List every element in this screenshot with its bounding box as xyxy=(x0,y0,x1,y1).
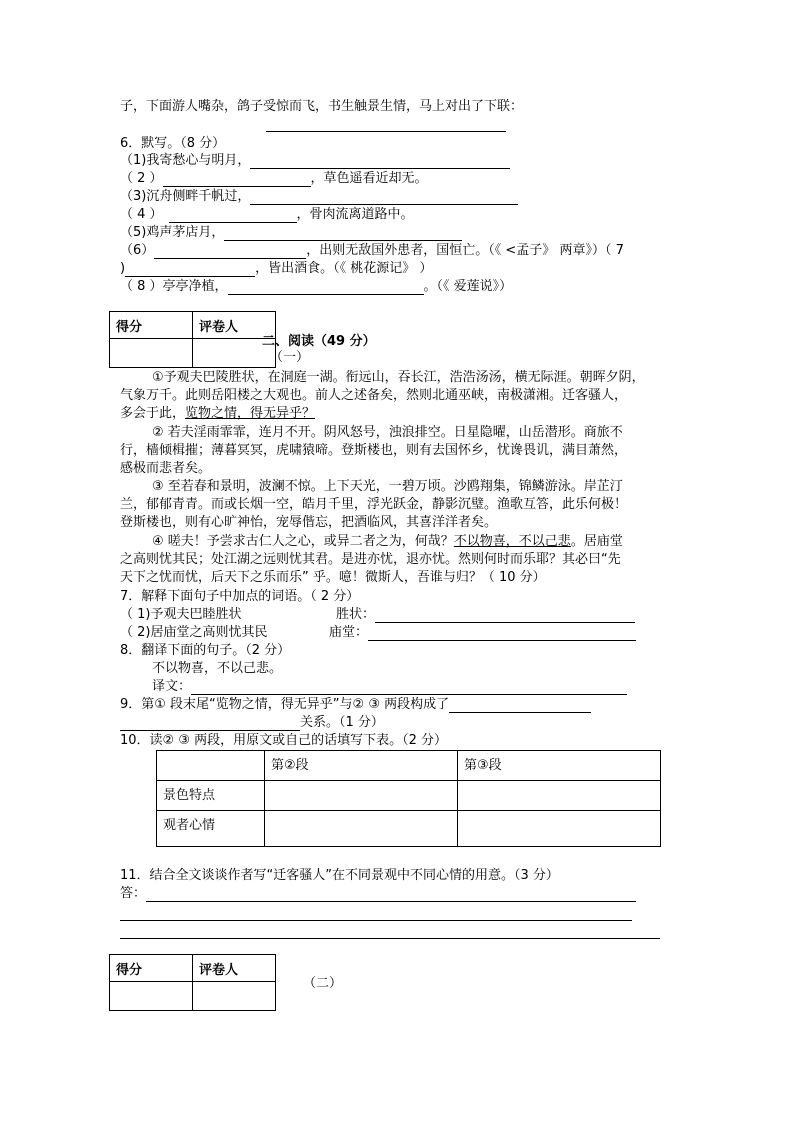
q6-item-7-post: ，皆出酒食。（《 桃花源记》 ） xyxy=(255,261,433,276)
q8-sentence: 不以物喜，不以己悲。 xyxy=(152,661,283,676)
q11-blank-1[interactable] xyxy=(146,887,636,902)
section-2-sub-2: （二） xyxy=(303,976,343,991)
answer-line-couplet[interactable] xyxy=(266,131,506,132)
q6-item-2-post: ，草色遥看近却无。 xyxy=(310,171,428,186)
q6-item-2-pre: （ 2 ） xyxy=(120,171,163,186)
q8-label: 译文： xyxy=(152,679,192,694)
q10-cell-mood-2[interactable] xyxy=(265,811,458,847)
q7-label-2 xyxy=(329,625,636,641)
q7-item-1: （ 1)予观夫巴睦胜状 xyxy=(120,607,242,622)
q9-blank-2[interactable] xyxy=(120,716,300,731)
q8-translation xyxy=(152,679,627,695)
passage-line-1: ①予观夫巴陵胜状，在洞庭一湖。衔远山，吞长江，浩浩汤汤，横无际涯。朝晖夕阴， xyxy=(152,370,645,385)
q6-blank-6[interactable] xyxy=(154,244,306,259)
q6-blank-4[interactable] xyxy=(169,208,297,223)
q6-item-1 xyxy=(120,153,510,169)
passage-line-4: ② 若夫淫雨霏霏，连月不开。阴风怒号，浊浪排空。日星隐曜，山岳潜形。商旅不 xyxy=(152,425,623,440)
q6-title: 6．默写。（8 分） xyxy=(120,136,226,151)
passage-line-9: 登斯楼也，则有心旷神怡，宠辱偕忘，把酒临风，其喜洋洋者矣。 xyxy=(120,515,498,530)
q6-blank-7[interactable] xyxy=(125,262,255,277)
q11-blank-2[interactable] xyxy=(120,920,632,921)
section-2-sub-1: （一） xyxy=(270,350,310,365)
q10-row-1: 景色特点 xyxy=(157,781,265,811)
passage-line-10-b: 。居庙堂 xyxy=(570,534,623,549)
passage-underlined-phrase: 览物之情，得无异乎？ xyxy=(185,406,316,421)
q7-title: 7．解释下面句子中加点的词语。（ 2 分） xyxy=(120,589,360,604)
score-cell-2[interactable] xyxy=(110,982,193,1011)
q8-blank[interactable] xyxy=(191,680,627,695)
q11-title: 11．结合全文谈谈作者写“迁客骚人”在不同景观中不同心情的用意。（3 分） xyxy=(120,868,559,883)
q6-item-3 xyxy=(120,189,518,205)
q6-item-7-pre: ) xyxy=(120,261,126,276)
q7-label-1 xyxy=(336,607,635,623)
q6-item-4-post: ，骨肉流离道路中。 xyxy=(296,207,414,222)
q10-col-1: 第②段 xyxy=(265,751,458,781)
q6-item-5-text: （5)鸡声茅店月， xyxy=(120,225,225,240)
intro-line: 子，下面游人嘴杂，鸽子受惊而飞，书生触景生情，马上对出了下联： xyxy=(120,99,524,114)
grader-header: 评卷人 xyxy=(193,312,276,339)
q6-item-6-post: ，出则无敌国外患者，国恒亡。（《 <孟子》 两章》）（ 7 xyxy=(306,243,624,258)
passage-line-5: 行，樯倾楫摧；薄暮冥冥，虎啸猿啼。登斯楼也，则有去国怀乡，忧谗畏讥，满目萧然， xyxy=(120,443,628,458)
q8-title: 8．翻译下面的句子。（2 分） xyxy=(120,643,291,658)
passage-line-3-prefix: 多会于此， xyxy=(120,406,186,421)
q7-blank-1[interactable] xyxy=(375,608,635,623)
q7-blank-2[interactable] xyxy=(368,626,636,641)
grader-cell-2[interactable] xyxy=(193,982,276,1011)
q11-blank-3[interactable] xyxy=(120,938,660,939)
q6-blank-2[interactable] xyxy=(163,172,311,187)
q6-item-4 xyxy=(120,207,414,223)
q6-item-6 xyxy=(120,243,624,259)
q6-item-8-post: 。（《 爱莲说》） xyxy=(423,279,513,294)
grader-header-2: 评卷人 xyxy=(193,955,276,982)
section-2-title: 二、阅读（49 分） xyxy=(262,334,376,349)
q11-answer xyxy=(120,886,636,902)
passage-line-3 xyxy=(120,406,315,422)
q7-label-2-text: 庙堂： xyxy=(329,625,369,640)
q6-item-8 xyxy=(120,279,512,295)
q6-item-5 xyxy=(120,225,462,241)
passage-line-11: 之高则忧其民；处江湖之远则忧其君。是进亦忧，退亦忧。然则何时而乐耶？其必曰“先 xyxy=(120,552,621,567)
q9-line-1 xyxy=(120,697,591,713)
score-box-1 xyxy=(109,311,276,368)
q9-text-1: 9．第① 段末尾“览物之情，得无异乎”与② ③ 两段构成了 xyxy=(120,697,450,712)
passage-line-12: 天下之忧而忧，后天下之乐而乐” 乎。噫！微斯人，吾谁与归？（ 10 分） xyxy=(120,570,546,585)
q10-title: 10．读② ③ 两段，用原文或自己的话填写下表。（2 分） xyxy=(120,733,448,748)
score-header-2: 得分 xyxy=(110,955,193,982)
q10-table xyxy=(156,750,661,847)
q7-label-1-text: 胜状： xyxy=(336,607,376,622)
q6-item-4-pre: （ 4 ） xyxy=(120,207,163,222)
q10-corner-cell xyxy=(157,751,265,781)
score-header: 得分 xyxy=(110,312,193,339)
passage-line-2: 气象万千。此则岳阳楼之大观也。前人之述备矣，然则北通巫峡，南极潇湘。迁客骚人， xyxy=(120,388,628,403)
q10-cell-mood-3[interactable] xyxy=(458,811,661,847)
passage-line-10-a: ④ 嗟夫！予尝求古仁人之心，或异二者之为，何哉？ xyxy=(152,534,454,549)
passage-line-7: ③ 至若春和景明，波澜不惊。上下天光，一碧万顷。沙鸥翔集，锦鳞游泳。岸芷汀 xyxy=(152,479,623,494)
score-cell[interactable] xyxy=(110,339,193,368)
q6-item-8-pre: （ 8 ）亭亭净植， xyxy=(120,279,228,294)
q9-blank-1[interactable] xyxy=(449,698,591,713)
passage-line-10 xyxy=(152,534,623,550)
q7-item-2: （ 2)居庙堂之高则忧其民 xyxy=(120,625,268,640)
passage-line-8: 兰，郁郁青青。而或长烟一空，皓月千里，浮光跃金，静影沉璧。渔歌互答，此乐何极！ xyxy=(120,497,628,512)
q6-blank-5[interactable] xyxy=(224,226,462,241)
q6-item-6-pre: （6） xyxy=(120,243,155,258)
q6-item-7 xyxy=(120,261,432,277)
q10-col-2: 第③段 xyxy=(458,751,661,781)
q6-item-1-text: （1)我寄愁心与明月， xyxy=(120,153,251,168)
q6-item-2 xyxy=(120,171,428,187)
q9-text-2: 关系。（1 分） xyxy=(300,715,384,730)
passage-underlined-sentence: 不以物喜，不以己悲 xyxy=(453,534,571,549)
q6-blank-1[interactable] xyxy=(250,154,510,169)
q6-item-3-text: （3)沉舟侧畔千帆过， xyxy=(120,189,251,204)
score-box-2 xyxy=(109,954,276,1011)
q10-row-2: 观者心情 xyxy=(157,811,265,847)
q6-blank-3[interactable] xyxy=(250,190,518,205)
q10-cell-scenery-2[interactable] xyxy=(265,781,458,811)
q9-line-2 xyxy=(120,715,384,731)
q11-answer-label: 答： xyxy=(120,886,147,901)
q10-cell-scenery-3[interactable] xyxy=(458,781,661,811)
passage-line-6: 感极而悲者矣。 xyxy=(120,461,212,476)
q6-blank-8[interactable] xyxy=(228,280,424,295)
